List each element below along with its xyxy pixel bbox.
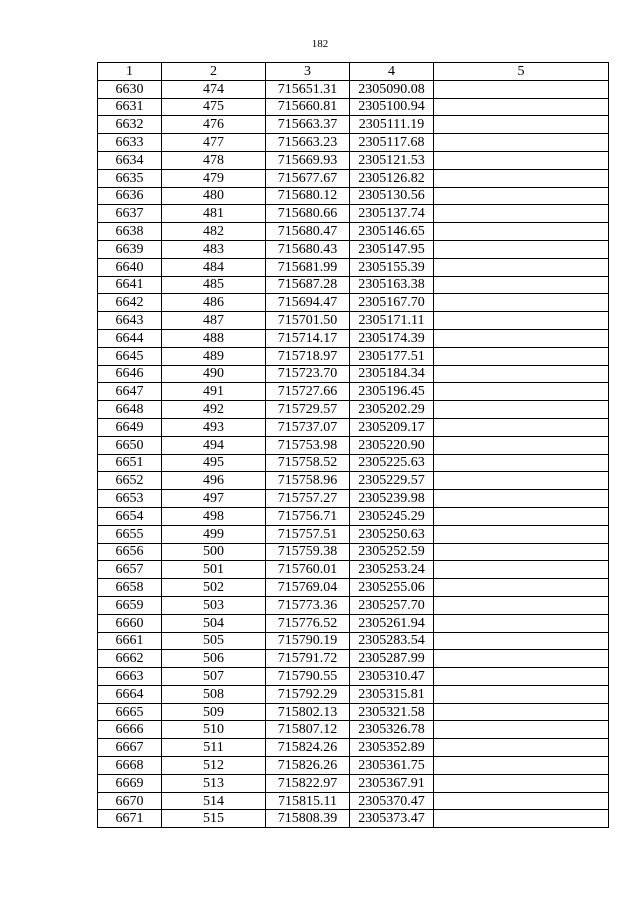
table-cell <box>434 223 609 241</box>
table-row <box>98 205 609 223</box>
table-cell: 496 <box>162 472 266 490</box>
table-cell: 6646 <box>98 365 162 383</box>
table-cell: 715759.38 <box>266 543 350 561</box>
table-cell: 497 <box>162 490 266 508</box>
table-cell: 715757.27 <box>266 490 350 508</box>
table-cell: 715663.23 <box>266 134 350 152</box>
table-cell <box>434 151 609 169</box>
table-cell <box>434 632 609 650</box>
table-cell: 2305367.91 <box>350 774 434 792</box>
table-cell: 6643 <box>98 312 162 330</box>
table-cell: 6662 <box>98 650 162 668</box>
table-cell <box>434 98 609 116</box>
table-cell: 6655 <box>98 525 162 543</box>
table-row <box>98 151 609 169</box>
table-row <box>98 98 609 116</box>
table-cell <box>434 258 609 276</box>
table-cell: 2305239.98 <box>350 490 434 508</box>
table-cell: 715680.12 <box>266 187 350 205</box>
table-row <box>98 240 609 258</box>
table-cell <box>434 543 609 561</box>
table-cell: 6670 <box>98 792 162 810</box>
table-cell: 493 <box>162 418 266 436</box>
table-cell: 6649 <box>98 418 162 436</box>
table-cell: 510 <box>162 721 266 739</box>
table-cell: 2305255.06 <box>350 579 434 597</box>
table-cell: 485 <box>162 276 266 294</box>
table-cell: 2305130.56 <box>350 187 434 205</box>
table-cell: 483 <box>162 240 266 258</box>
table-cell: 2305245.29 <box>350 507 434 525</box>
table-cell: 6636 <box>98 187 162 205</box>
table-row <box>98 472 609 490</box>
table-cell: 715792.29 <box>266 685 350 703</box>
table-cell: 2305261.94 <box>350 614 434 632</box>
table-cell: 2305121.53 <box>350 151 434 169</box>
table-cell: 502 <box>162 579 266 597</box>
table-cell: 489 <box>162 347 266 365</box>
table-cell: 513 <box>162 774 266 792</box>
table-cell: 6663 <box>98 668 162 686</box>
table-cell: 715773.36 <box>266 596 350 614</box>
table-row <box>98 347 609 365</box>
table-cell: 6665 <box>98 703 162 721</box>
table-cell: 482 <box>162 223 266 241</box>
table-row <box>98 80 609 98</box>
table-cell <box>434 685 609 703</box>
table-cell: 715687.28 <box>266 276 350 294</box>
table-cell: 2305184.34 <box>350 365 434 383</box>
table-cell: 715769.04 <box>266 579 350 597</box>
table-row <box>98 774 609 792</box>
table-row <box>98 312 609 330</box>
table-cell: 6641 <box>98 276 162 294</box>
column-header: 5 <box>434 63 609 81</box>
table-row <box>98 543 609 561</box>
table-cell: 2305147.95 <box>350 240 434 258</box>
table-cell: 2305209.17 <box>350 418 434 436</box>
table-cell: 475 <box>162 98 266 116</box>
table-cell: 715824.26 <box>266 739 350 757</box>
table-row <box>98 739 609 757</box>
table-cell <box>434 757 609 775</box>
table-cell: 2305310.47 <box>350 668 434 686</box>
table-cell: 715681.99 <box>266 258 350 276</box>
table-cell: 2305283.54 <box>350 632 434 650</box>
table-cell <box>434 668 609 686</box>
table-cell: 715808.39 <box>266 810 350 828</box>
table-cell: 715815.11 <box>266 792 350 810</box>
column-header: 1 <box>98 63 162 81</box>
table-cell <box>434 810 609 828</box>
table-cell: 6648 <box>98 401 162 419</box>
table-row <box>98 418 609 436</box>
table-cell: 2305196.45 <box>350 383 434 401</box>
table-cell: 2305361.75 <box>350 757 434 775</box>
table-cell: 503 <box>162 596 266 614</box>
table-cell: 490 <box>162 365 266 383</box>
table-cell: 2305171.11 <box>350 312 434 330</box>
table-cell: 506 <box>162 650 266 668</box>
table-cell <box>434 721 609 739</box>
table-cell: 2305252.59 <box>350 543 434 561</box>
table-row <box>98 329 609 347</box>
table-cell: 6633 <box>98 134 162 152</box>
table-cell: 715758.96 <box>266 472 350 490</box>
table-cell: 2305220.90 <box>350 436 434 454</box>
table-cell <box>434 614 609 632</box>
table-cell: 715727.66 <box>266 383 350 401</box>
table-row <box>98 454 609 472</box>
table-cell: 715757.51 <box>266 525 350 543</box>
table-row <box>98 757 609 775</box>
table-cell: 715737.07 <box>266 418 350 436</box>
table-cell: 715758.52 <box>266 454 350 472</box>
table-row <box>98 134 609 152</box>
table-cell: 509 <box>162 703 266 721</box>
table-cell: 2305352.89 <box>350 739 434 757</box>
table-cell: 6635 <box>98 169 162 187</box>
table-header-row <box>98 63 609 81</box>
table-cell: 6632 <box>98 116 162 134</box>
table-cell: 6661 <box>98 632 162 650</box>
table-cell: 484 <box>162 258 266 276</box>
table-row <box>98 525 609 543</box>
table-cell: 512 <box>162 757 266 775</box>
coordinates-table <box>97 62 609 828</box>
table-cell: 498 <box>162 507 266 525</box>
table-cell <box>434 276 609 294</box>
table-cell <box>434 401 609 419</box>
table-cell: 511 <box>162 739 266 757</box>
table-cell: 2305117.68 <box>350 134 434 152</box>
table-cell: 6666 <box>98 721 162 739</box>
table-cell: 487 <box>162 312 266 330</box>
table-cell: 2305090.08 <box>350 80 434 98</box>
table-row <box>98 436 609 454</box>
table-row <box>98 632 609 650</box>
table-row <box>98 650 609 668</box>
table-cell: 6637 <box>98 205 162 223</box>
table-cell: 6650 <box>98 436 162 454</box>
table-row <box>98 223 609 241</box>
column-header: 4 <box>350 63 434 81</box>
table-cell: 2305250.63 <box>350 525 434 543</box>
table-row <box>98 810 609 828</box>
table-row <box>98 169 609 187</box>
table-cell <box>434 312 609 330</box>
table-cell <box>434 116 609 134</box>
table-cell: 6652 <box>98 472 162 490</box>
table-cell: 715756.71 <box>266 507 350 525</box>
table-row <box>98 507 609 525</box>
table-row <box>98 596 609 614</box>
table-cell: 478 <box>162 151 266 169</box>
table-cell: 6630 <box>98 80 162 98</box>
table-cell: 480 <box>162 187 266 205</box>
table-cell <box>434 294 609 312</box>
table-cell <box>434 383 609 401</box>
table-cell: 492 <box>162 401 266 419</box>
table-cell: 715677.67 <box>266 169 350 187</box>
table-cell: 715669.93 <box>266 151 350 169</box>
table-row <box>98 685 609 703</box>
table-cell: 715718.97 <box>266 347 350 365</box>
table-cell: 6644 <box>98 329 162 347</box>
table-cell <box>434 205 609 223</box>
table-cell <box>434 472 609 490</box>
table-cell: 2305137.74 <box>350 205 434 223</box>
table-cell: 2305202.29 <box>350 401 434 419</box>
table-cell: 2305326.78 <box>350 721 434 739</box>
table-cell: 507 <box>162 668 266 686</box>
table-cell: 715651.31 <box>266 80 350 98</box>
table-cell: 715723.70 <box>266 365 350 383</box>
table-cell: 2305315.81 <box>350 685 434 703</box>
table-row <box>98 490 609 508</box>
table-cell: 6660 <box>98 614 162 632</box>
table-cell: 715776.52 <box>266 614 350 632</box>
table-cell: 6645 <box>98 347 162 365</box>
table-row <box>98 703 609 721</box>
table-cell <box>434 596 609 614</box>
table-cell: 2305167.70 <box>350 294 434 312</box>
table-cell: 2305370.47 <box>350 792 434 810</box>
table-cell: 715680.43 <box>266 240 350 258</box>
table-row <box>98 365 609 383</box>
table-cell: 715680.66 <box>266 205 350 223</box>
table-cell: 715660.81 <box>266 98 350 116</box>
table-cell: 2305126.82 <box>350 169 434 187</box>
table-cell: 715822.97 <box>266 774 350 792</box>
table-cell <box>434 490 609 508</box>
table-cell: 505 <box>162 632 266 650</box>
table-cell: 715790.55 <box>266 668 350 686</box>
table-cell: 476 <box>162 116 266 134</box>
table-cell: 504 <box>162 614 266 632</box>
table-cell: 514 <box>162 792 266 810</box>
table-cell <box>434 134 609 152</box>
table-row <box>98 276 609 294</box>
table-cell: 6671 <box>98 810 162 828</box>
table-cell: 715694.47 <box>266 294 350 312</box>
table-cell: 715791.72 <box>266 650 350 668</box>
table-cell: 2305253.24 <box>350 561 434 579</box>
table-cell <box>434 774 609 792</box>
table-cell: 2305321.58 <box>350 703 434 721</box>
table-cell <box>434 739 609 757</box>
table-cell: 481 <box>162 205 266 223</box>
table-cell <box>434 650 609 668</box>
table-cell <box>434 436 609 454</box>
table-row <box>98 614 609 632</box>
table-cell: 6640 <box>98 258 162 276</box>
table-row <box>98 116 609 134</box>
table-cell: 6631 <box>98 98 162 116</box>
table-row <box>98 579 609 597</box>
table-row <box>98 561 609 579</box>
table-cell: 715760.01 <box>266 561 350 579</box>
table-row <box>98 401 609 419</box>
table-cell: 6669 <box>98 774 162 792</box>
table-cell: 715807.12 <box>266 721 350 739</box>
table-cell: 715802.13 <box>266 703 350 721</box>
table-cell: 2305373.47 <box>350 810 434 828</box>
table-row <box>98 721 609 739</box>
table-cell <box>434 525 609 543</box>
table-cell: 6653 <box>98 490 162 508</box>
table-cell: 715714.17 <box>266 329 350 347</box>
table-cell: 477 <box>162 134 266 152</box>
table-cell: 2305287.99 <box>350 650 434 668</box>
table-cell: 6667 <box>98 739 162 757</box>
table-row <box>98 294 609 312</box>
table-cell: 6647 <box>98 383 162 401</box>
table-cell: 486 <box>162 294 266 312</box>
table-cell <box>434 347 609 365</box>
table-cell <box>434 561 609 579</box>
table-row <box>98 187 609 205</box>
table-cell: 2305257.70 <box>350 596 434 614</box>
table-cell: 6659 <box>98 596 162 614</box>
table-row <box>98 792 609 810</box>
table-cell: 508 <box>162 685 266 703</box>
table-cell: 6634 <box>98 151 162 169</box>
table-cell: 6664 <box>98 685 162 703</box>
table-body <box>98 80 609 827</box>
table-cell: 2305155.39 <box>350 258 434 276</box>
page-number: 182 <box>311 38 329 50</box>
table-cell: 515 <box>162 810 266 828</box>
table-cell: 2305163.38 <box>350 276 434 294</box>
table-cell <box>434 703 609 721</box>
table-cell <box>434 792 609 810</box>
table-cell <box>434 507 609 525</box>
table-cell <box>434 187 609 205</box>
table-cell: 491 <box>162 383 266 401</box>
table-cell <box>434 454 609 472</box>
table-cell: 6657 <box>98 561 162 579</box>
table-cell: 715663.37 <box>266 116 350 134</box>
table-cell: 2305174.39 <box>350 329 434 347</box>
column-header: 2 <box>162 63 266 81</box>
table-cell: 6658 <box>98 579 162 597</box>
table-cell: 715790.19 <box>266 632 350 650</box>
table-cell: 2305100.94 <box>350 98 434 116</box>
table-cell: 495 <box>162 454 266 472</box>
table-cell: 499 <box>162 525 266 543</box>
table-cell: 715680.47 <box>266 223 350 241</box>
table-row <box>98 383 609 401</box>
table-cell: 2305229.57 <box>350 472 434 490</box>
table-cell: 479 <box>162 169 266 187</box>
table-cell: 474 <box>162 80 266 98</box>
table-cell: 6656 <box>98 543 162 561</box>
table-cell: 2305225.63 <box>350 454 434 472</box>
table-cell: 500 <box>162 543 266 561</box>
table-cell: 2305177.51 <box>350 347 434 365</box>
table-cell: 2305111.19 <box>350 116 434 134</box>
column-header: 3 <box>266 63 350 81</box>
table-cell <box>434 169 609 187</box>
table-cell: 715729.57 <box>266 401 350 419</box>
table-cell: 6651 <box>98 454 162 472</box>
table-cell <box>434 80 609 98</box>
table-cell <box>434 365 609 383</box>
table-cell: 6668 <box>98 757 162 775</box>
table-cell: 6639 <box>98 240 162 258</box>
table-cell: 2305146.65 <box>350 223 434 241</box>
table-cell: 715701.50 <box>266 312 350 330</box>
table-cell: 6638 <box>98 223 162 241</box>
table-cell <box>434 240 609 258</box>
table-cell <box>434 329 609 347</box>
table-cell: 488 <box>162 329 266 347</box>
table-cell: 715753.98 <box>266 436 350 454</box>
table-cell: 494 <box>162 436 266 454</box>
table-cell: 6654 <box>98 507 162 525</box>
table-cell: 501 <box>162 561 266 579</box>
table-cell <box>434 579 609 597</box>
table-row <box>98 258 609 276</box>
table-cell: 6642 <box>98 294 162 312</box>
table-cell <box>434 418 609 436</box>
table-row <box>98 668 609 686</box>
table-cell: 715826.26 <box>266 757 350 775</box>
